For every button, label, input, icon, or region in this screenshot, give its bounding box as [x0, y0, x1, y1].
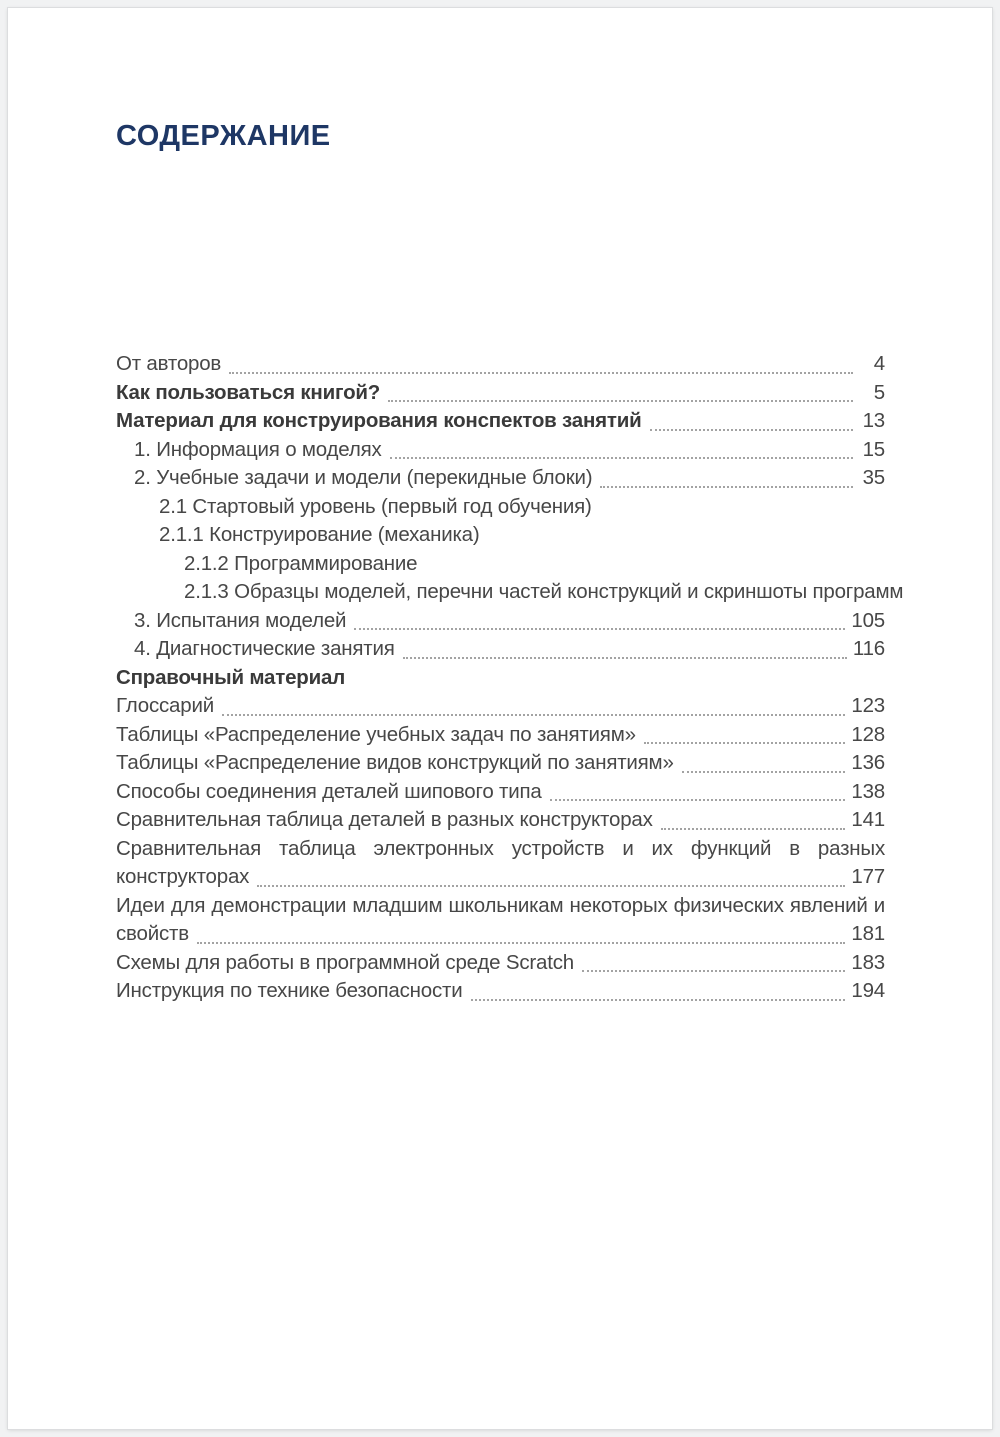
- toc-entry-page: 138: [851, 779, 885, 803]
- table-of-contents: [116, 350, 904, 1006]
- toc-entry-label: Способы соединения деталей шипового типа: [116, 779, 542, 803]
- toc-entry: [116, 379, 885, 408]
- dot-leader: [682, 771, 846, 773]
- toc-entry-page: 13: [862, 409, 885, 432]
- toc-entry-page: 136: [851, 751, 885, 774]
- toc-entry-label: 2.1 Стартовый уровень (первый год обучения): [159, 494, 592, 518]
- toc-entry-label: Схемы для работы в программной среде Scratch: [116, 950, 574, 974]
- toc-entry: [116, 892, 885, 921]
- toc-entry-label: Глоссарий: [116, 694, 214, 717]
- dot-leader: [222, 714, 845, 716]
- dot-leader: [354, 628, 845, 630]
- toc-entry-page: 5: [873, 380, 885, 404]
- toc-entry: [116, 436, 885, 465]
- book-page: [8, 8, 992, 1429]
- toc-entry-label: 2.1.3 Образцы моделей, перечни частей конструкций и скриншоты программ: [184, 580, 904, 603]
- toc-entry-label: свойств: [116, 922, 189, 945]
- dot-leader: [229, 372, 853, 374]
- toc-entry-label: 3. Испытания моделей: [134, 608, 347, 632]
- toc-entry: [116, 635, 885, 664]
- toc-entry-page: 105: [851, 608, 885, 632]
- toc-entry-page: 177: [851, 865, 885, 888]
- dot-leader: [390, 457, 853, 459]
- toc-entry-label: 1. Информация о моделях: [134, 437, 382, 461]
- toc-entry-label: Сравнительная таблица деталей в разных конструкторах: [116, 808, 653, 831]
- toc-entry: [116, 407, 885, 436]
- toc-entry-label: Инструкция по технике безопасности: [116, 979, 463, 1002]
- toc-entry: [116, 749, 885, 778]
- toc-entry-label: От авторов: [116, 352, 222, 375]
- dot-leader: [661, 828, 846, 830]
- toc-entry-page: 183: [851, 950, 885, 974]
- toc-entry: [116, 550, 885, 579]
- toc-entry: [116, 493, 885, 522]
- toc-entry-label: конструкторах: [116, 865, 250, 888]
- toc-entry-label: Как пользоваться книгой?: [116, 380, 381, 404]
- toc-entry-page: 128: [851, 722, 885, 746]
- toc-entry: [116, 350, 885, 379]
- dot-leader: [403, 657, 847, 659]
- dot-leader: [197, 942, 845, 944]
- toc-entry-label: Таблицы «Распределение видов конструкций по занятиям»: [116, 751, 674, 774]
- toc-entry: [116, 464, 885, 493]
- toc-entry: [116, 835, 885, 864]
- toc-entry: [116, 977, 885, 1006]
- dot-leader: [550, 799, 846, 801]
- toc-entry: [116, 692, 885, 721]
- page-title: СОДЕРЖАНИЕ: [116, 120, 331, 152]
- toc-entry: [116, 721, 885, 750]
- dot-leader: [650, 429, 853, 431]
- toc-entry: [116, 863, 885, 892]
- toc-entry-label: 2.1.1 Конструирование (механика): [159, 523, 480, 546]
- toc-entry: [116, 664, 885, 693]
- toc-entry: [116, 920, 885, 949]
- toc-entry: [116, 778, 885, 807]
- dot-leader: [471, 999, 846, 1001]
- dot-leader: [644, 742, 846, 744]
- dot-leader: [388, 400, 853, 402]
- toc-entry: [116, 806, 885, 835]
- toc-entry-label: Идеи для демонстрации младшим школьникам некоторых физических явлений и: [116, 893, 885, 917]
- toc-entry-page: 141: [851, 808, 885, 831]
- toc-entry-page: 35: [862, 466, 885, 489]
- toc-entry-page: 4: [873, 352, 885, 375]
- toc-entry-label: Справочный материал: [116, 665, 346, 689]
- toc-entry-page: 116: [852, 637, 885, 660]
- toc-entry-label: Материал для конструирования конспектов занятий: [116, 409, 642, 432]
- toc-entry-page: 15: [862, 437, 885, 461]
- toc-entry-label: 4. Диагностические занятия: [134, 637, 395, 660]
- toc-entry-label: Сравнительная таблица электронных устройств и их функций в разных: [116, 836, 885, 860]
- dot-leader: [257, 885, 845, 887]
- toc-entry-label: 2. Учебные задачи и модели (перекидные блоки): [134, 466, 593, 489]
- toc-entry-label: 2.1.2 Программирование: [184, 551, 418, 575]
- toc-entry: [116, 607, 885, 636]
- toc-entry: [116, 949, 885, 978]
- toc-entry-page: 181: [851, 922, 885, 945]
- toc-entry-page: 123: [851, 694, 885, 717]
- toc-entry: [116, 578, 904, 607]
- dot-leader: [600, 486, 853, 488]
- toc-entry: [116, 521, 885, 550]
- toc-entry-page: 194: [851, 979, 885, 1002]
- page-content: [8, 8, 992, 1006]
- toc-entry-label: Таблицы «Распределение учебных задач по занятиям»: [116, 722, 636, 746]
- dot-leader: [582, 970, 845, 972]
